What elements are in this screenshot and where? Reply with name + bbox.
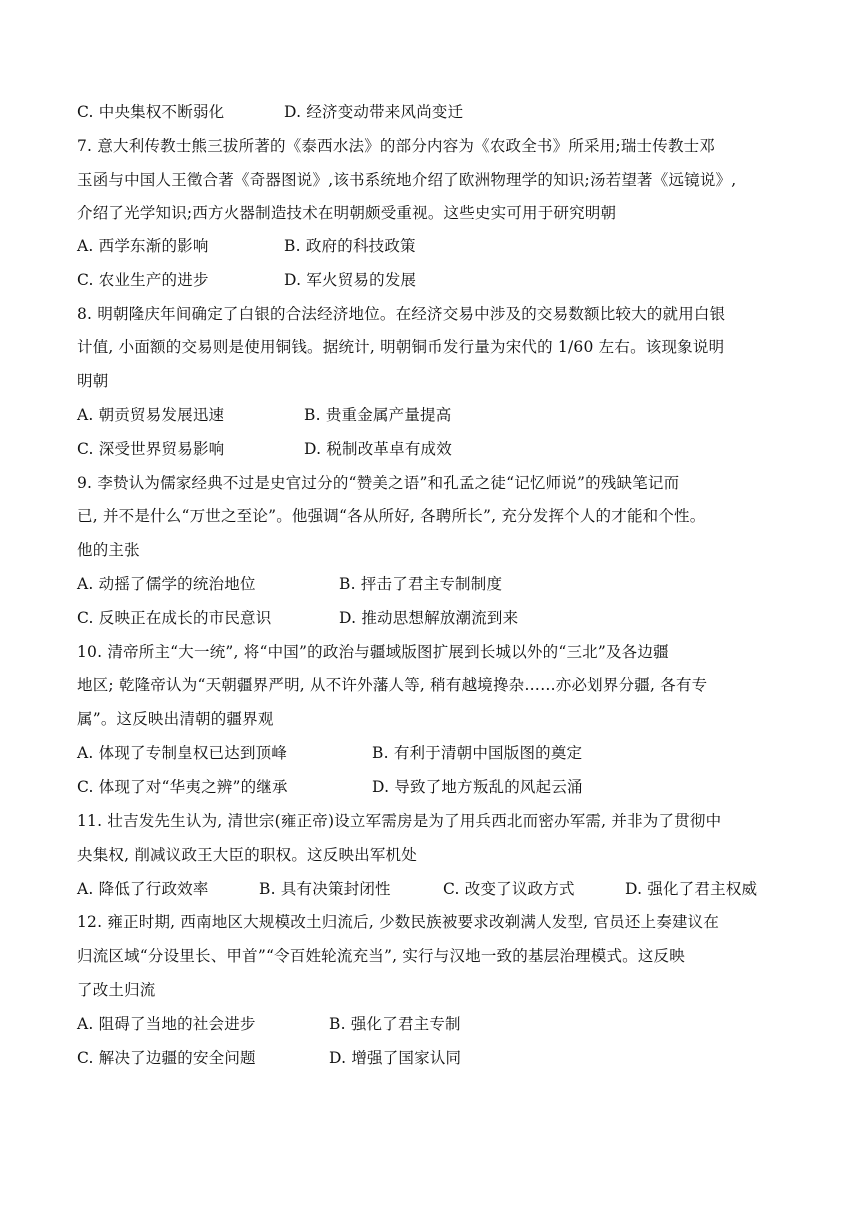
question-text-line: 12. 雍正时期, 西南地区大规模改土归流后, 少数民族被要求改剃满人发型, 官员还上奏建议在 [77,913,720,931]
answer-option: C. 反映正在成长的市民意识 [77,609,272,627]
question-text-line: 归流区域“分设里长、甲首”“令百姓轮流充当”, 实行与汉地一致的基层治理模式。这反映 [77,947,685,965]
answer-option: B. 具有决策封闭性 [259,880,391,898]
option-row [77,439,797,459]
option-row [77,102,797,122]
answer-option: A. 阻碍了当地的社会进步 [77,1015,256,1033]
question-text-line: 9. 李贽认为儒家经典不过是史官过分的“赞美之语”和孔孟之徒“记忆师说”的残缺笔记而 [77,474,680,492]
answer-option: C. 解决了边疆的安全问题 [77,1049,256,1067]
answer-option: D. 税制改革卓有成效 [304,440,452,458]
option-row [77,1048,797,1068]
question-text-line: 计值, 小面额的交易则是使用铜钱。据统计, 明朝铜币发行量为宋代的 1/60 左右。该现象说明 [77,338,725,356]
option-row [77,405,797,425]
answer-option: A. 降低了行政效率 [77,880,209,898]
option-row [77,777,797,797]
answer-option: A. 体现了专制皇权已达到顶峰 [77,744,288,762]
answer-option: C. 改变了议政方式 [443,880,575,898]
answer-option: D. 导致了地方叛乱的风起云涌 [372,778,583,796]
answer-option: B. 有利于清朝中国版图的奠定 [372,744,583,762]
option-row [77,1014,797,1034]
question-text-line: 10. 清帝所主“大一统”, 将“中国”的政治与疆域版图扩展到长城以外的“三北”及各边疆 [77,643,669,661]
option-row [77,270,797,290]
option-row [77,879,797,899]
answer-option: D. 军火贸易的发展 [284,271,417,289]
answer-option: D. 经济变动带来风尚变迁 [284,103,464,121]
answer-option: A. 西学东渐的影响 [77,237,209,255]
option-row [77,608,797,628]
answer-option: D. 增强了国家认同 [329,1049,462,1067]
answer-option: A. 动摇了儒学的统治地位 [77,575,256,593]
answer-option: C. 体现了对“华夷之辨”的继承 [77,778,288,796]
answer-option: A. 朝贡贸易发展迅速 [77,406,225,424]
question-text-line: 央集权, 削减议政王大臣的职权。这反映出军机处 [77,846,417,864]
question-text-line: 了改土归流 [77,981,156,999]
option-row [77,574,797,594]
question-text-line: 明朝 [77,372,109,390]
option-row [77,236,797,256]
answer-option: D. 推动思想解放潮流到来 [339,609,519,627]
question-text-line: 属”。这反映出清朝的疆界观 [77,710,274,728]
question-text-line: 地区; 乾隆帝认为“天朝疆界严明, 从不许外藩人等, 稍有越境搀杂……亦必划界分疆, 各有专 [77,676,708,694]
question-text-line: 11. 壮吉发先生认为, 清世宗(雍正帝)设立军需房是为了用兵西北而密办军需, 并非为了贯彻中 [77,812,722,830]
option-row [77,743,797,763]
answer-option: B. 贵重金属产量提高 [304,406,452,424]
answer-option: C. 中央集权不断弱化 [77,103,225,121]
question-text-line: 玉函与中国人王徵合著《奇器图说》,该书系统地介绍了欧洲物理学的知识;汤若望著《远镜说》, [77,171,737,189]
question-text-line: 8. 明朝隆庆年间确定了白银的合法经济地位。在经济交易中涉及的交易数额比较大的就用白银 [77,305,726,323]
answer-option: C. 农业生产的进步 [77,271,209,289]
question-text-line: 介绍了光学知识;西方火器制造技术在明朝颇受重视。这些史实可用于研究明朝 [77,204,617,222]
question-text-line: 7. 意大利传教士熊三拔所著的《泰西水法》的部分内容为《农政全书》所采用;瑞士传教士邓 [77,137,716,155]
answer-option: C. 深受世界贸易影响 [77,440,225,458]
answer-option: B. 抨击了君主专制制度 [339,575,503,593]
answer-option: B. 强化了君主专制 [329,1015,461,1033]
question-text-line: 已, 并不是什么“万世之至论”。他强调“各从所好, 各聘所长”, 充分发挥个人的才能和个性。 [77,507,706,525]
answer-option: B. 政府的科技政策 [284,237,416,255]
question-text-line: 他的主张 [77,541,140,559]
answer-option: D. 强化了君主权威 [625,880,758,898]
